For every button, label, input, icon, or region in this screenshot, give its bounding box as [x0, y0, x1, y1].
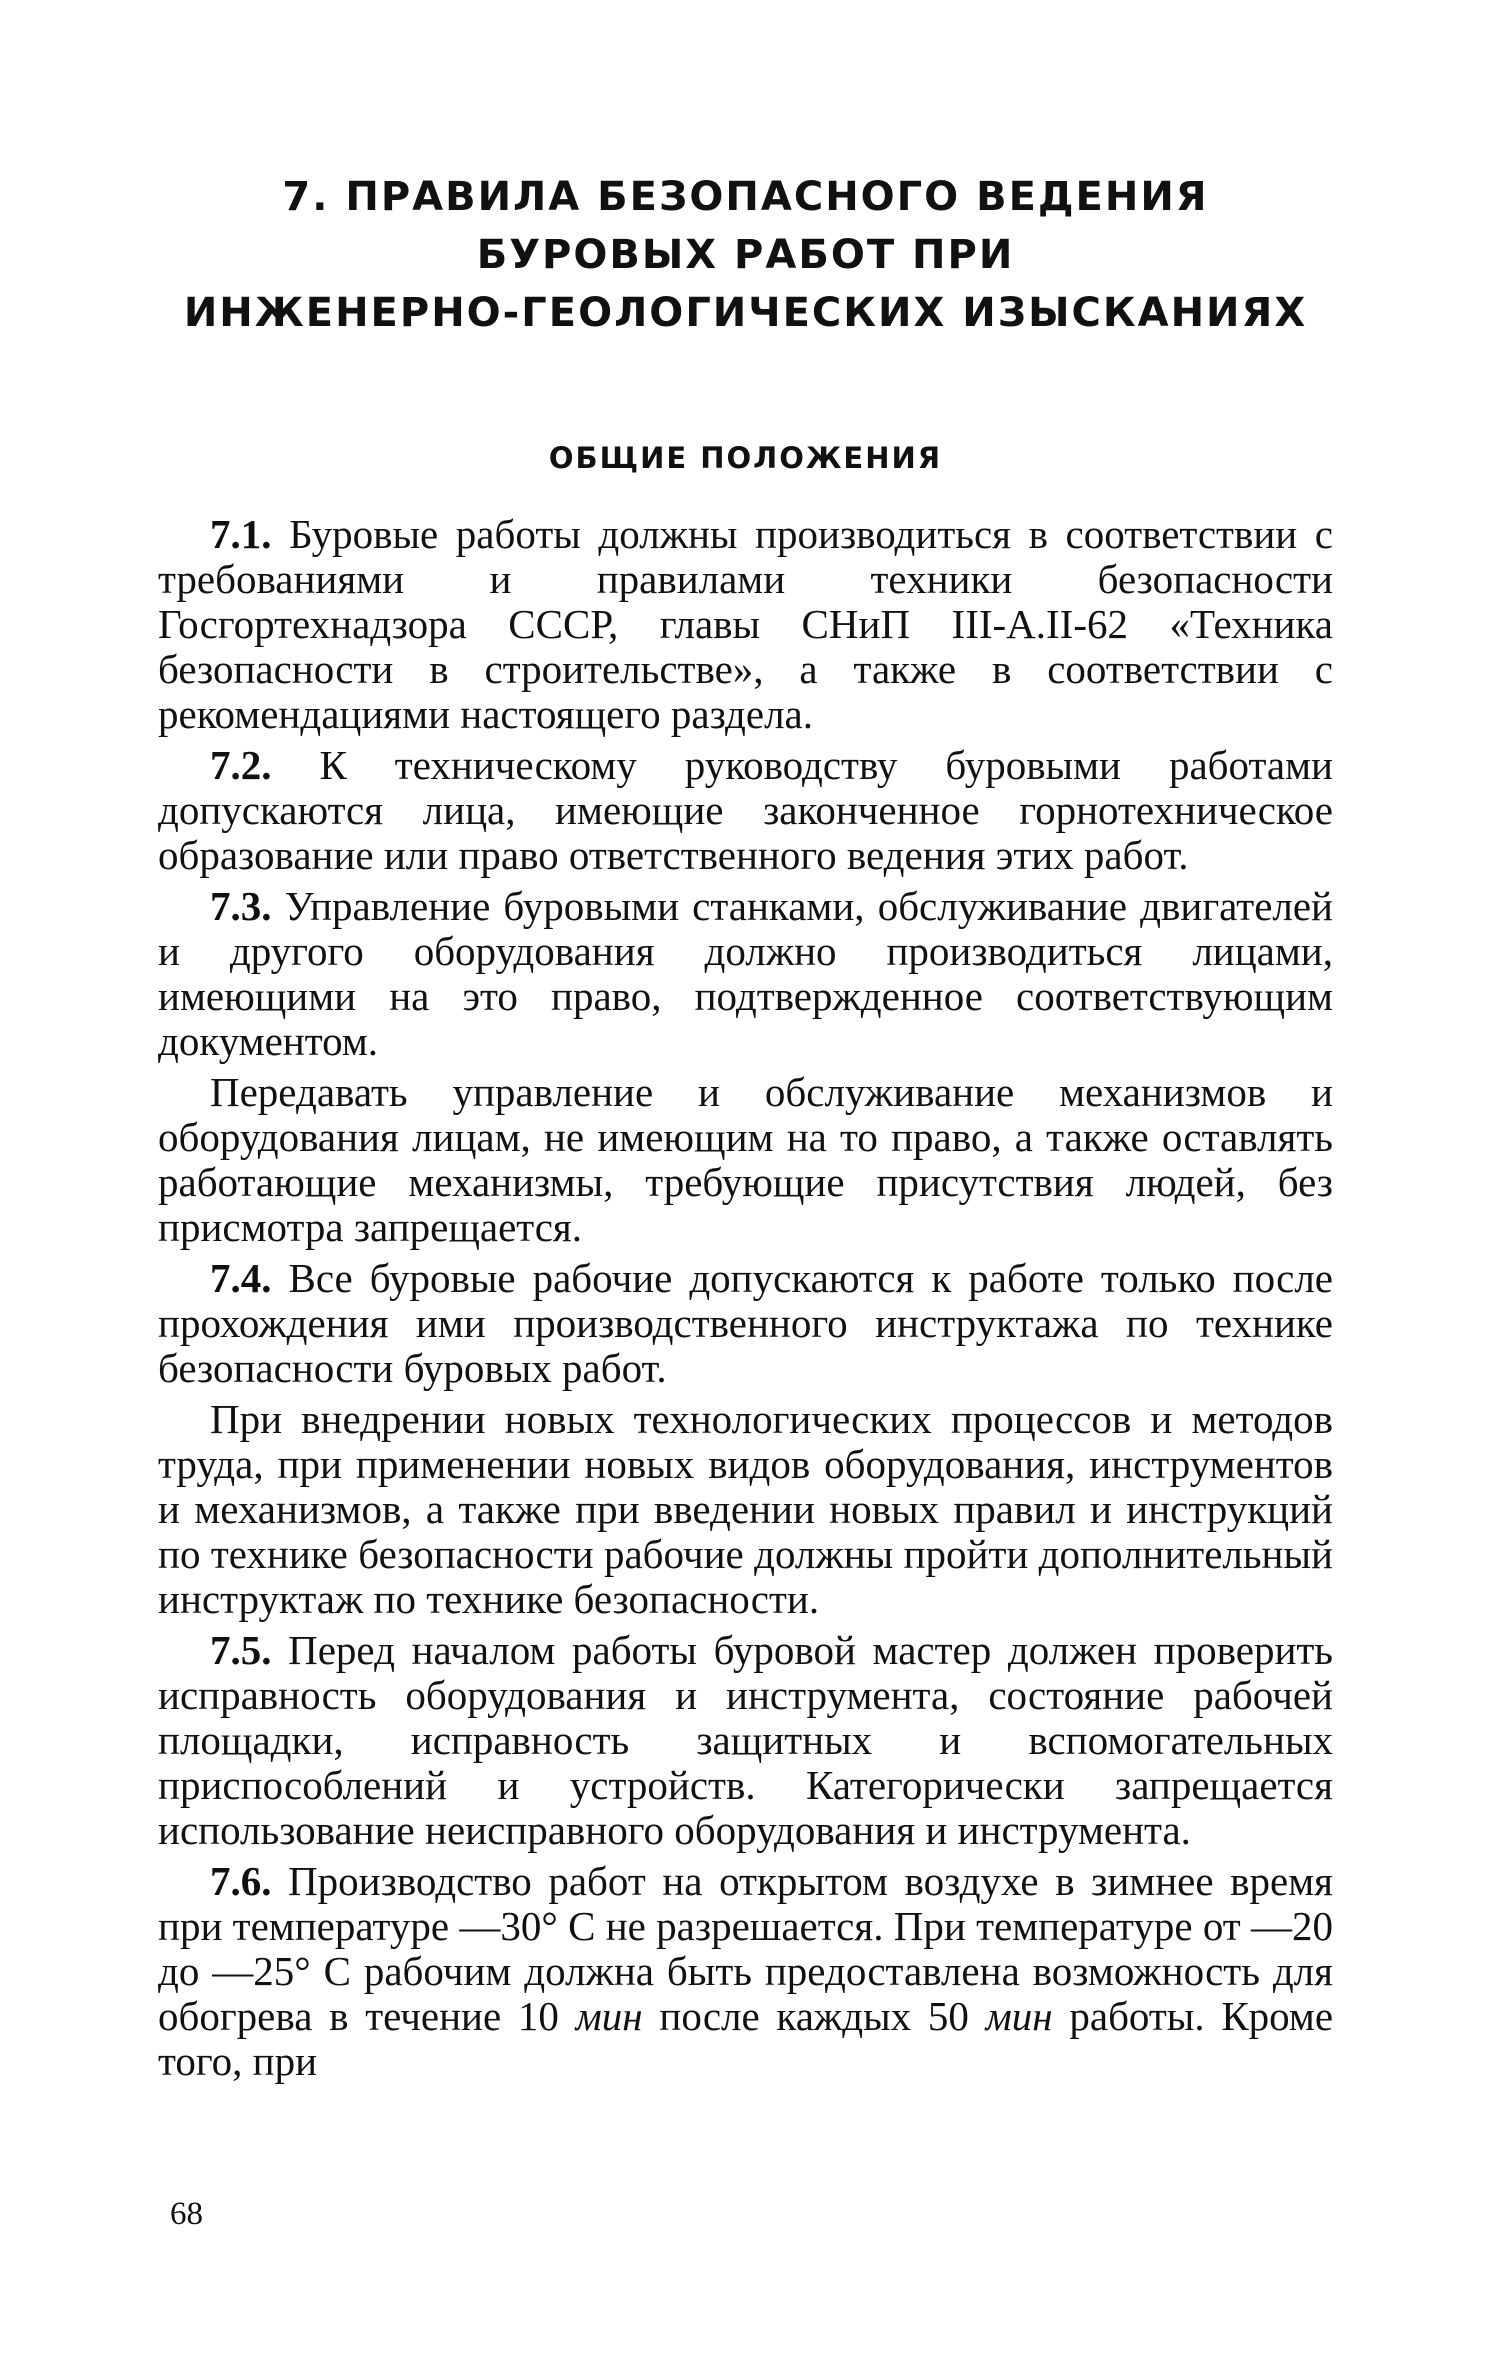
body-text — [158, 512, 1333, 2084]
chapter-title-line-3: ИНЖЕНЕРНО-ГЕОЛОГИЧЕСКИХ ИЗЫСКАНИЯХ — [183, 290, 1308, 336]
paragraph-text-part-1: Производство работ на открытом воздухе в зимнее время при температуре —30° С не разрешается. При температуре от —20 до —25° С рабочим должна быть предоставлена возможность для обогрева в течение 10 — [158, 1858, 1333, 2039]
paragraph-7-5 — [158, 1628, 1333, 1853]
paragraph-text: Буровые работы должны производиться в соответствии с требованиями и правилами техники безопасности Госгортехнадзора СССР, главы СНиП III-А.II-62 «Техника безопасности в строительстве», а также в соответствии с рекомендациями настоящего раздела. — [158, 511, 1333, 737]
paragraph-number: 7.2. — [210, 742, 272, 788]
chapter-title-line-2: БУРОВЫХ РАБОТ ПРИ — [476, 232, 1015, 278]
paragraph-text: Все буровые рабочие допускаются к работе только после прохождения ими производственного инструктажа по технике безопасности буровых работ. — [158, 1255, 1333, 1391]
chapter-title-line-1: 7. ПРАВИЛА БЕЗОПАСНОГО ВЕДЕНИЯ — [282, 174, 1209, 220]
paragraph-number: 7.1. — [210, 511, 272, 557]
paragraph-text: При внедрении новых технологических процессов и методов труда, при применении новых видов оборудования, инструментов и механизмов, а также при введении новых правил и инструкций по технике безопасности рабочие должны пройти дополнительный инструктаж по технике безопасности. — [158, 1396, 1333, 1622]
paragraph-7-4 — [158, 1256, 1333, 1391]
paragraph-text-part-3: работы. Кроме того, при — [158, 1993, 1334, 2084]
paragraph-7-3 — [158, 884, 1333, 1064]
unit-minutes: мин — [575, 1993, 643, 2039]
paragraph-7-1 — [158, 512, 1333, 737]
paragraph-number: 7.5. — [210, 1627, 272, 1673]
paragraph-7-4-continued — [158, 1397, 1333, 1622]
paragraph-text-part-2: после каждых 50 — [659, 1993, 969, 2039]
paragraph-number: 7.4. — [210, 1255, 272, 1301]
paragraph-7-2 — [158, 743, 1333, 878]
paragraph-text: Передавать управление и обслуживание механизмов и оборудования лицам, не имеющим на то право, а также оставлять работающие механизмы, требующие присутствия людей, без присмотра запрещается. — [158, 1069, 1333, 1250]
paragraph-text: Управление буровыми станками, обслуживание двигателей и другого оборудования должно производиться лицами, имеющими на это право, подтвержденное соответствующим документом. — [158, 883, 1334, 1064]
section-title: ОБЩИЕ ПОЛОЖЕНИЯ — [548, 441, 943, 475]
paragraph-number: 7.6. — [210, 1858, 272, 1904]
page-number: 68 — [170, 2196, 203, 2232]
text-column — [158, 168, 1333, 2084]
paragraph-number: 7.3. — [210, 883, 272, 929]
paragraph-text: К техническому руководству буровыми работами допускаются лица, имеющие законченное горнотехническое образование или право ответственного ведения этих работ. — [158, 742, 1333, 878]
chapter-title — [158, 168, 1333, 342]
unit-minutes: мин — [985, 1993, 1053, 2039]
paragraph-7-6 — [158, 1859, 1333, 2084]
paragraph-7-3-continued — [158, 1070, 1333, 1250]
paragraph-text: Перед началом работы буровой мастер должен проверить исправность оборудования и инструмента, состояние рабочей площадки, исправность защитных и вспомогательных приспособлений и устройств. Категорически запрещается использование неисправного оборудования и инструмента. — [158, 1627, 1333, 1853]
